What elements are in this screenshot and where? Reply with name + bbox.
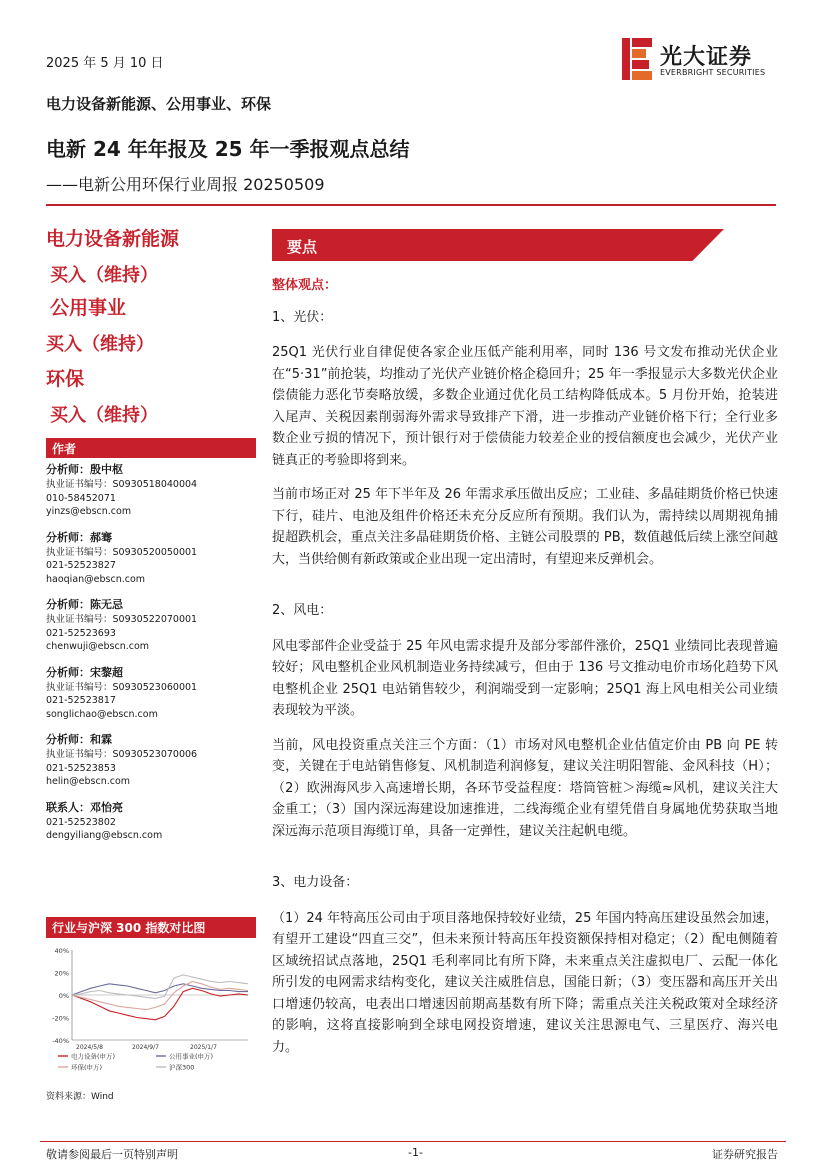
author-name: 分析师：和霖 bbox=[46, 733, 112, 746]
keypoints-banner bbox=[272, 229, 724, 261]
legend-label: 环保(申万) bbox=[71, 1063, 103, 1072]
author-entry bbox=[46, 665, 256, 722]
section-heading-pv: 1、光伏： bbox=[272, 309, 333, 325]
author-cert: 执业证书编号：S0930523070006 bbox=[46, 749, 198, 760]
footer-report-type: 证券研究报告 bbox=[712, 1148, 778, 1161]
author-cert: 执业证书编号：S0930520050001 bbox=[46, 546, 198, 558]
footer-disclaimer[interactable]: 敬请参阅最后一页特别声明 bbox=[46, 1148, 178, 1161]
author-name: 分析师：宋黎超 bbox=[46, 665, 123, 679]
rating-block-environment bbox=[46, 364, 158, 427]
paragraph: （1）24 年特高压公司由于项目落地保持较好业绩，25 年国内特高压建设虽然会加速，有望开工建设“四直三交”，但未来预计特高压年投资额保持相对稳定；（2）配电侧随着区域统招试点落地，25Q1 毛利率同比有所下降，未来重点关注虚拟电厂、云配一体化所引发的电网需求结构变化，建议关注威胜信息，国能日新；（3）变压器和高压开关出口增速仍较高，电表出口增速因前期高基数有所下降；需重点关注关税政策对全球经济的影响，这将直接影响到全球电网投资增速，建议关注思源电气、三星医疗、海兴电力。 bbox=[272, 910, 778, 1055]
author-email[interactable]: yinzs@ebscn.com bbox=[46, 506, 132, 517]
y-tick-label: 40% bbox=[54, 947, 69, 955]
x-tick-label: 2025/1/7 bbox=[190, 1044, 217, 1051]
rating-value: 买入（维持） bbox=[50, 265, 158, 286]
author-email[interactable]: songlichao@ebscn.com bbox=[46, 708, 158, 720]
index-comparison-chart bbox=[46, 942, 256, 1087]
company-logo bbox=[622, 38, 782, 82]
paragraph: 当前市场正对 25 年下半年及 26 年需求承压做出反应；工业硅、多晶硅期货价格已快速下行，硅片、电池及组件价格还未充分反应所有预期。我们认为，需持续以周期视角捕捉超跌机会，重点关注多晶硅期货价格、主链公司股票的 PB，数值越低后续上涨空间越大，当供给侧有新政策或企业出现一定出清时，有望迎来反弹机会。 bbox=[272, 487, 778, 567]
rating-sector: 环保 bbox=[46, 368, 85, 390]
legend-label: 沪深300 bbox=[169, 1063, 195, 1072]
author-email[interactable]: helin@ebscn.com bbox=[46, 776, 131, 787]
chart-source: 资料来源：Wind bbox=[46, 1092, 114, 1102]
rating-sector: 电力设备新能源 bbox=[46, 228, 180, 250]
logo-text-cn: 光大证券 bbox=[660, 45, 753, 70]
author-entry bbox=[46, 530, 256, 587]
paragraph: 风电零部件企业受益于 25 年风电需求提升及部分零部件涨价，25Q1 业绩同比表现普遍较好；风电整机企业风机制造业务持续减亏，但由于 136 号文推动电价市场化趋势下风电整机企业 25Q1 电站销售较少，利润端受到一定影响；25Q1 海上风电相关公司业绩表现较为平淡。 bbox=[272, 638, 778, 718]
authors-list bbox=[46, 462, 256, 854]
logo-text-en: EVERBRIGHT SECURITIES bbox=[660, 68, 766, 77]
y-tick-label: -20% bbox=[52, 1014, 69, 1023]
author-cert: 执业证书编号：S0930518040004 bbox=[46, 479, 198, 490]
paragraph: 当前，风电投资重点关注三个方面：（1）市场对风电整机企业估值定价由 PB 向 PE 转变，关键在于电站销售修复、风机制造利润修复，建议关注明阳智能、金风科技（H）；（2）欧洲海风步入高速增长期，各环节受益程度：塔筒管桩＞海缆≈风机，建议关注大金重工；（3）国内深远海建设加速推进，二线海缆企业有望凭借自身属地优势获取当地深远海示范项目海缆订单，具备一定弹性，建议关注起帆电缆。 bbox=[272, 737, 778, 839]
legend-label: 公用事业(申万) bbox=[169, 1052, 214, 1061]
everbright-logo-icon bbox=[622, 38, 652, 80]
rating-block-utilities bbox=[46, 293, 154, 356]
rating-value: 买入（维持） bbox=[46, 334, 154, 355]
author-email[interactable]: haoqian@ebscn.com bbox=[46, 573, 146, 585]
report-date: 2025 年 5 月 10 日 bbox=[46, 56, 164, 71]
series-line bbox=[72, 988, 248, 1020]
report-sector: 电力设备新能源、公用事业、环保 bbox=[46, 95, 272, 113]
title-divider bbox=[46, 204, 776, 206]
keypoints-label: 要点 bbox=[287, 238, 318, 256]
contact-phone: 021-52523802 bbox=[46, 816, 116, 828]
author-entry bbox=[46, 597, 256, 654]
author-phone: 021-52523853 bbox=[46, 762, 116, 774]
author-cert: 执业证书编号：S0930522070001 bbox=[46, 614, 198, 625]
page-number: -1- bbox=[408, 1146, 423, 1159]
rating-value: 买入（维持） bbox=[50, 405, 158, 426]
y-tick-label: 0% bbox=[58, 992, 69, 1000]
author-email[interactable]: chenwuji@ebscn.com bbox=[46, 641, 150, 652]
author-phone: 021-52523827 bbox=[46, 560, 116, 571]
report-subtitle: ——电新公用环保行业周报 20250509 bbox=[46, 175, 325, 194]
author-phone: 021-52523693 bbox=[46, 627, 116, 639]
authors-header: 作者 bbox=[46, 438, 256, 458]
x-tick-label: 2024/9/7 bbox=[132, 1044, 159, 1051]
author-name: 分析师：殷中枢 bbox=[46, 463, 123, 476]
contact-entry bbox=[46, 800, 256, 843]
paragraph: 25Q1 光伏行业自律促使各家企业压低产能利用率，同时 136 号文发布推动光伏企业在“5·31”前抢装，均推动了光伏产业链价格企稳回升；25 年一季报显示大多数光伏企业偿债能力恶化节奏略放缓，多数企业通过优化员工结构降低成本。5 月份开始，抢装进入尾声、关税因素削弱海外需求导致排产下滑，进一步推动产业链价格下行；全行业多数企业亏损的情况下，预计银行对于偿债能力较差企业的授信额度也会减少，光伏产业链真正的考验即将到来。 bbox=[272, 345, 778, 468]
overall-heading: 整体观点： bbox=[272, 278, 338, 293]
y-tick-label: 20% bbox=[54, 969, 69, 978]
author-phone: 010-58452071 bbox=[46, 492, 116, 504]
section-heading-wind: 2、风电： bbox=[272, 603, 333, 618]
report-title: 电新 24 年年报及 25 年一季报观点总结 bbox=[46, 137, 410, 161]
footer-divider bbox=[40, 1141, 786, 1142]
rating-sector: 公用事业 bbox=[50, 297, 127, 319]
author-cert: 执业证书编号：S0930523060001 bbox=[46, 681, 198, 693]
y-tick-label: -40% bbox=[52, 1037, 69, 1045]
author-phone: 021-52523817 bbox=[46, 695, 116, 706]
legend-label: 电力设备(申万) bbox=[71, 1052, 116, 1061]
chart-header: 行业与沪深 300 指数对比图 bbox=[46, 917, 256, 938]
contact-email[interactable]: dengyiliang@ebscn.com bbox=[46, 830, 163, 841]
author-name: 分析师：郝骞 bbox=[46, 530, 112, 544]
rating-block-power-equipment bbox=[46, 224, 179, 287]
keypoints-body bbox=[272, 275, 778, 1071]
section-heading-power-equipment: 3、电力设备： bbox=[272, 875, 359, 890]
author-entry bbox=[46, 732, 256, 789]
contact-name: 联系人：邓怡亮 bbox=[46, 800, 123, 814]
x-tick-label: 2024/5/8 bbox=[76, 1044, 103, 1051]
author-entry bbox=[46, 462, 256, 519]
author-name: 分析师：陈无忌 bbox=[46, 598, 123, 611]
